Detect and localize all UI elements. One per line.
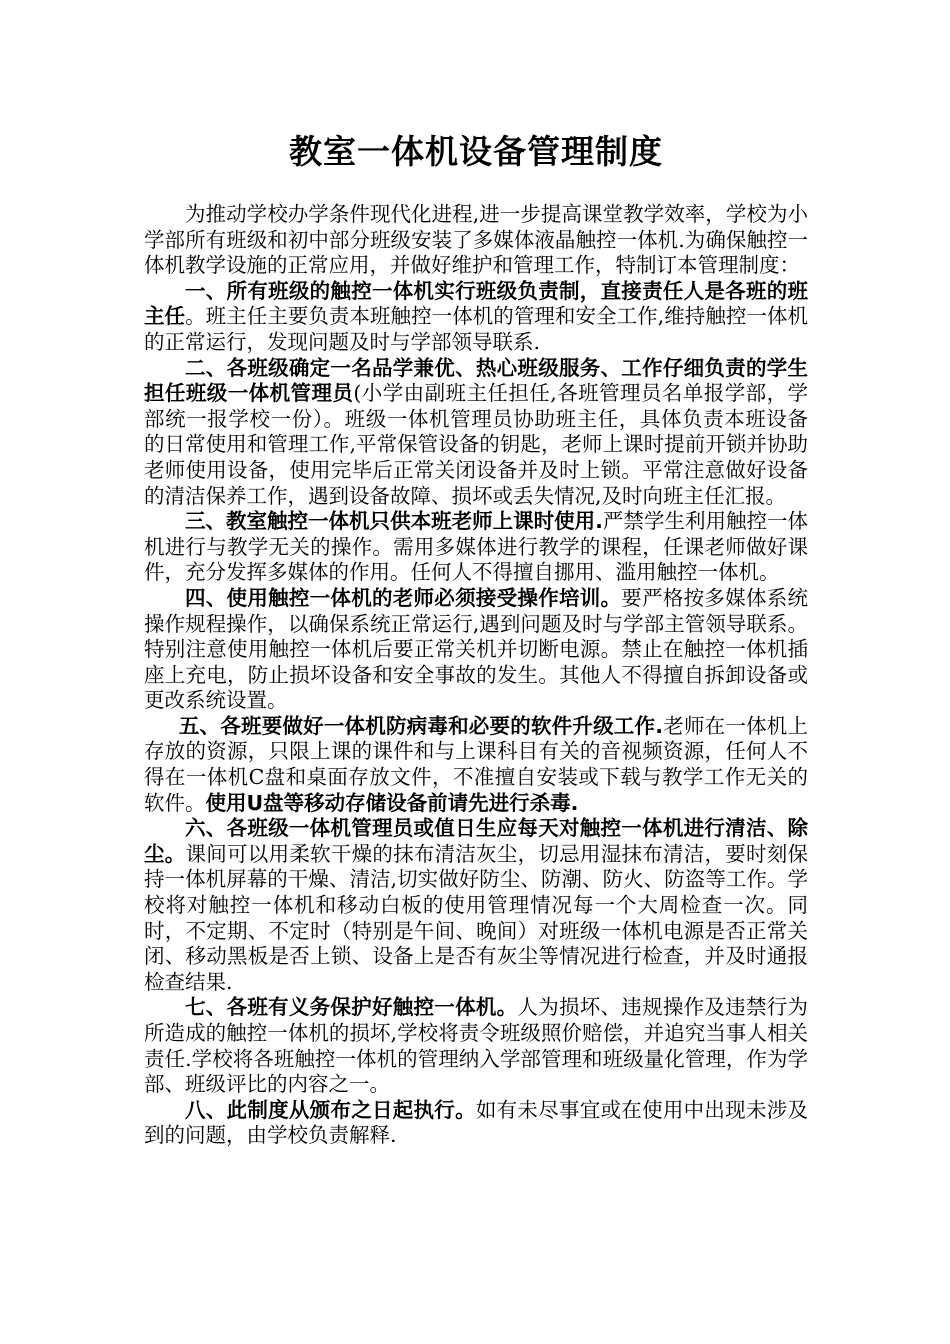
rule-7-lead: 七、各班有义务保护好触控一体机。 — [185, 995, 518, 1020]
document-body — [144, 202, 808, 1149]
rule-6 — [144, 816, 808, 995]
rule-4-text: 要严格按多媒体系统操作规程操作，以确保系统正常运行,遇到问题及时与学部主管领导联系。特别注意使用触控一体机后要正常关机并切断电源。禁止在触控一体机插座上充电，防止损坏设备和安全事故的发生。其他人不得擅自拆卸设备或更改系统设置。 — [144, 585, 809, 713]
rule-3 — [144, 509, 808, 586]
rule-4 — [144, 586, 808, 714]
document-title: 教室一体机设备管理制度 — [289, 132, 663, 171]
rule-2-text: (小学由副班主任担任,各班管理员名单报学部，学部统一报学校一份）。班级一体机管理员协助班主任，具体负责本班设备的日常使用和管理工作,平常保管设备的钥匙，老师上课时提前开锁并协助老师使用设备，使用完毕后正常关闭设备并及时上锁。平常注意做好设备的清洁保养工作，遇到设备故障、损坏或丢失情况,及时向班主任汇报。 — [144, 381, 809, 508]
rule-2-lead: 二、各班级确定一名品学兼优、热心班级服务、工作仔细负责的学生担任班级一体机管理员 — [144, 355, 808, 406]
rule-6-text: 课间可以用柔软干燥的抹布清洁灰尘，切忌用湿抹布清洁，要时刻保持一体机屏幕的干燥、清洁,切实做好防尘、防潮、防火、防盗等工作。学校将对触控一体机和移动白板的使用管理情况每一个大周检查一次。同时，不定期、不定时（特别是午间、晚间）对班级一体机电源是否正常关闭、移动黑板是否上锁、设备上是否有灰尘等情况进行检查，并及时通报检查结果. — [144, 841, 809, 994]
rule-5-text: 老师在一体机上存放的资源，只限上课的课件和与上课科目有关的音视频资源，任何人不得在一体机C盘和桌面存放文件，不准擅自安装或下载与教学工作无关的软件。 — [144, 713, 808, 815]
rule-2 — [144, 356, 808, 510]
rule-6-lead: 六、各班级一体机管理员或值日生应每天对触控一体机进行清洁、除尘。 — [144, 816, 808, 866]
rule-3-lead: 三、教室触控一体机只供本班老师上课时使用. — [185, 509, 603, 534]
rule-8 — [144, 1098, 808, 1149]
rule-7 — [144, 995, 808, 1097]
intro-paragraph: 为推动学校办学条件现代化进程,进一步提高课堂教学效率，学校为小学部所有班级和初中部分班级安装了多媒体液晶触控一体机.为确保触控一体机教学设施的正常应用，并做好维护和管理工作，特制订本管理制度： — [144, 202, 808, 278]
rule-1 — [144, 279, 808, 356]
rule-8-text: 如有未尽事宜或在使用中出现未涉及到的问题，由学校负责解释. — [144, 1097, 809, 1148]
rule-8-lead: 八、此制度从颁布之日起执行。 — [185, 1097, 476, 1122]
rule-5 — [144, 714, 808, 816]
rule-3-text: 严禁学生利用触控一体机进行与教学无关的操作。需用多媒体进行教学的课程，任课老师做好课件，充分发挥多媒体的作用。任何人不得擅自挪用、滥用触控一体机。 — [144, 509, 808, 585]
rule-5-lead: 五、各班要做好一体机防病毒和必要的软件升级工作. — [178, 713, 664, 738]
rule-4-lead: 四、使用触控一体机的老师必须接受操作培训。 — [185, 585, 622, 610]
rule-1-lead: 一、所有班级的触控一体机实行班级负责制，直接责任人是各班的班主任 — [144, 278, 808, 329]
rule-7-text: 人为损坏、违规操作及违禁行为所造成的触控一体机的损坏,学校将责令班级照价赔偿，并追究当事人相关责任.学校将各班触控一体机的管理纳入学部管理和班级量化管理，作为学部、班级评比的内容之一。 — [144, 995, 809, 1097]
rule-1-text: 。班主任主要负责本班触控一体机的管理和安全工作,维持触控一体机的正常运行，发现问题及时与学部领导联系. — [144, 304, 808, 354]
rule-5-tail: 使用U盘等移动存储设备前请先进行杀毒. — [205, 790, 579, 815]
